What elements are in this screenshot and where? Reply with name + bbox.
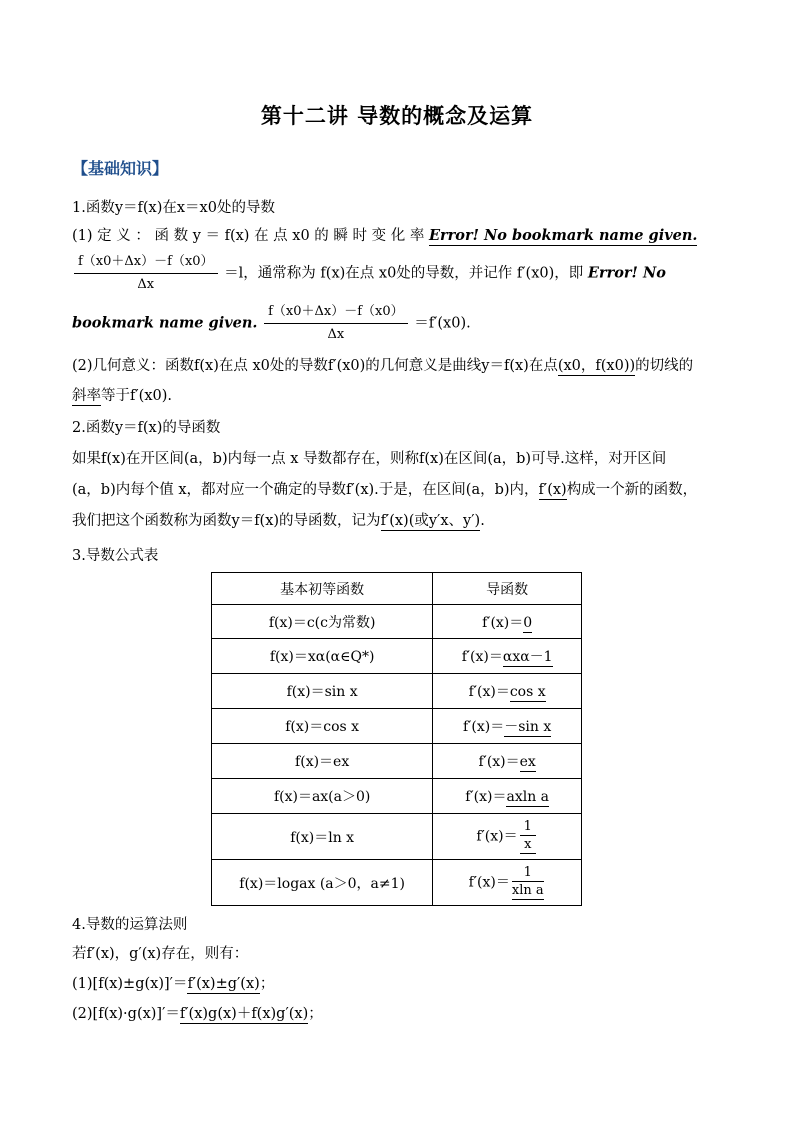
derivative-prefix: f′(x)＝ <box>482 614 524 631</box>
s1-frac2-tail: ＝f′(x0). <box>414 315 471 332</box>
derivative-prefix: f′(x)＝ <box>463 719 505 735</box>
s2-line-3 <box>72 511 485 531</box>
rule-left: (1)[f(x)±g(x)]′＝ <box>72 976 188 992</box>
s4-rule-1 <box>72 974 274 994</box>
s2-line-1: 如果f(x)在开区间(a，b)内每一点 x 导数都存在，则称f(x)在区间(a，b)可导.这样，对开区间 <box>72 451 667 467</box>
fraction-numerator: 1 <box>512 865 544 882</box>
derivative-fraction <box>512 865 544 900</box>
s1-error-1: Error! No bookmark name given. <box>428 227 698 244</box>
s1-definition-line <box>72 226 697 246</box>
table-row <box>212 779 582 814</box>
s1-fraction-line-1 <box>72 252 666 295</box>
table-cell-function: f(x)＝ex <box>212 744 433 779</box>
table-cell-derivative <box>433 674 582 709</box>
fraction-numerator: 1 <box>520 819 536 836</box>
fraction-denominator: Δx <box>137 277 155 292</box>
derivative-prefix: f′(x)＝ <box>478 754 520 770</box>
rule-left: (2)[f(x)·g(x)]′＝ <box>72 1006 180 1022</box>
fraction-numerator: f（x0＋Δx）－f（x0） <box>74 252 218 274</box>
table-cell-derivative <box>433 639 582 674</box>
table-row <box>212 674 582 709</box>
rule-end: ； <box>259 976 275 992</box>
table-header: 基本初等函数 <box>212 573 433 605</box>
table-cell-function: f(x)＝logax (a＞0，a≠1) <box>212 860 433 906</box>
table-cell-function: f(x)＝ln x <box>212 814 433 860</box>
section-heading: 【基础知识】 <box>72 159 169 178</box>
table-cell-derivative <box>433 860 582 906</box>
s4-heading: 4.导数的运算法则 <box>72 917 188 933</box>
s1-geo-c: 等于f′(x0). <box>101 388 172 404</box>
derivative-prefix: f′(x)＝ <box>468 874 510 891</box>
derivative-value: axln a <box>506 789 550 805</box>
fraction-denominator: Δx <box>327 327 345 342</box>
table-cell-function: f(x)＝ax(a＞0) <box>212 779 433 814</box>
table-cell-derivative <box>433 814 582 860</box>
table-cell-derivative <box>433 744 582 779</box>
page-title: 第十二讲 导数的概念及运算 <box>260 103 534 128</box>
table-cell-function: f(x)＝c(c为常数) <box>212 605 433 639</box>
table-cell-function: f(x)＝sin x <box>212 674 433 709</box>
s2-l2b: 构成一个新的函数， <box>566 482 698 498</box>
s2-l3a: 我们把这个函数称为函数y＝f(x)的导函数，记为 <box>72 513 381 529</box>
derivative-prefix: f′(x)＝ <box>476 828 518 845</box>
fraction-denominator: x <box>520 836 536 854</box>
s4-intro: 若f′(x)，g′(x)存在，则有： <box>72 946 249 962</box>
rule-right: f′(x)±g′(x) <box>187 976 260 992</box>
derivative-fraction <box>520 819 536 854</box>
s1-def-prefix: (1) 定 义 ： 函 数 y ＝ f(x) 在 点 x0 的 瞬 时 变 化 率 <box>72 228 425 244</box>
table-row <box>212 814 582 860</box>
table-row <box>212 605 582 639</box>
s2-l3u: f′(x)(或y′x、y′) <box>380 513 481 529</box>
table-cell-derivative <box>433 605 582 639</box>
table-row <box>212 860 582 906</box>
table-cell-function: f(x)＝xα(α∈Q*) <box>212 639 433 674</box>
table-row <box>212 709 582 744</box>
s1-geometry-line-1 <box>72 356 693 376</box>
s1-geo-point: (x0，f(x0)) <box>557 358 636 374</box>
s2-heading: 2.函数y＝f(x)的导函数 <box>72 420 221 436</box>
table-cell-function: f(x)＝cos x <box>212 709 433 744</box>
difference-quotient-1 <box>74 252 218 295</box>
rule-end: ； <box>308 1006 323 1022</box>
s1-heading: 1.函数y＝f(x)在x＝x0处的导数 <box>72 200 275 216</box>
derivative-value: ex <box>519 754 536 770</box>
s2-l3b: . <box>480 513 485 529</box>
s1-slope: 斜率 <box>72 388 101 404</box>
s1-frac1-tail: ＝l，通常称为 f(x)在点 x0处的导数，并记作 f′(x0)，即 <box>224 265 584 282</box>
s2-l2a: (a，b)内每个值 x，都对应一个确定的导数f′(x).于是，在区间(a，b)内， <box>72 482 539 498</box>
s1-geo-a: (2)几何意义：函数f(x)在点 x0处的导数f′(x0)的几何意义是曲线y＝f(x)在点 <box>72 358 558 374</box>
s2-l2u: f′(x) <box>538 482 567 498</box>
table-header-row <box>212 573 582 605</box>
derivative-value: cos x <box>509 684 546 700</box>
derivative-prefix: f′(x)＝ <box>465 789 507 805</box>
table-row <box>212 639 582 674</box>
table-cell-derivative <box>433 779 582 814</box>
derivative-value: 0 <box>523 614 533 631</box>
s1-error-2b: bookmark name given. <box>72 314 258 332</box>
s3-heading: 3.导数公式表 <box>72 548 159 564</box>
table-row <box>212 744 582 779</box>
fraction-numerator: f（x0＋Δx）－f（x0） <box>264 302 408 324</box>
s1-error-2a: Error! No <box>587 264 666 282</box>
rule-right: f′(x)g(x)＋f(x)g′(x) <box>179 1006 309 1022</box>
s1-geometry-line-2 <box>72 386 172 406</box>
s2-line-2 <box>72 480 697 500</box>
derivative-value: －sin x <box>504 719 552 735</box>
s1-fraction-line-2 <box>72 302 471 345</box>
fraction-denominator: xln a <box>511 883 544 898</box>
table-cell-derivative <box>433 709 582 744</box>
table-header: 导函数 <box>433 573 582 605</box>
derivative-prefix: f′(x)＝ <box>461 649 503 665</box>
difference-quotient-2 <box>264 302 408 345</box>
s1-geo-b: 的切线的 <box>635 358 694 374</box>
derivative-value: αxα－1 <box>502 649 553 665</box>
s4-rule-2 <box>72 1004 323 1024</box>
derivative-formula-table <box>211 572 582 906</box>
derivative-prefix: f′(x)＝ <box>468 684 510 700</box>
